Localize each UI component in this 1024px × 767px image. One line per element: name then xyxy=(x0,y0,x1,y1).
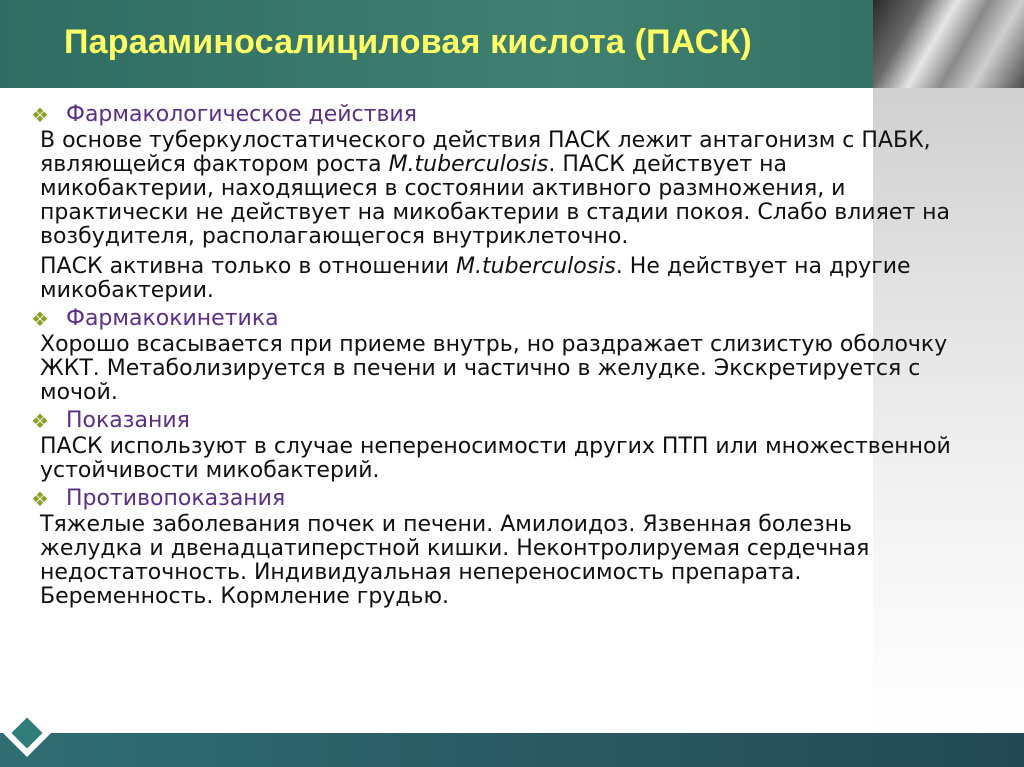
metallic-decoration xyxy=(873,0,1024,88)
slide-title: Парааминосалициловая кислота (ПАСК) xyxy=(64,23,752,61)
heading-text: Показания xyxy=(66,408,190,433)
paragraph xyxy=(40,255,960,303)
paragraph-text: . Не действует на другие микобактерии. xyxy=(40,254,911,303)
paragraph-text: В основе туберкулостатического действия ПАСК лежит антагонизм с ПАБК, являющейся фактором роста xyxy=(40,128,931,177)
section-heading xyxy=(30,103,960,127)
paragraph: ПАСК используют в случае непереносимости других ПТП или множественной устойчивости микобактерий. xyxy=(40,434,951,483)
diamond-sparkle-icon: ❖ xyxy=(31,307,49,331)
heading-text: Противопоказания xyxy=(66,486,286,511)
heading-text: Фармакокинетика xyxy=(66,306,279,331)
diamond-sparkle-icon: ❖ xyxy=(31,103,49,127)
section-heading xyxy=(30,409,960,433)
diamond-sparkle-icon: ❖ xyxy=(31,487,49,511)
species-name: M.tuberculosis xyxy=(456,254,616,279)
heading-text: Фармакологическое действия xyxy=(66,102,417,127)
section-pharmacology xyxy=(30,103,960,303)
paragraph: Тяжелые заболевания почек и печени. Амилоидоз. Язвенная болезнь желудка и двенадцатиперстной кишки. Неконтролируемая сердечная недостаточность. Индивидуальная непереносимость препарата. Беременность. Кормление грудью. xyxy=(40,512,870,609)
section-heading xyxy=(30,307,960,331)
paragraph: Хорошо всасывается при приеме внутрь, но раздражает слизистую оболочку ЖКТ. Метаболизируется в печени и частично в желудке. Экскретируется с мочой. xyxy=(40,332,948,405)
species-name: M.tuberculosis xyxy=(388,152,549,177)
footer-bar xyxy=(0,733,1024,767)
paragraph xyxy=(40,129,960,249)
paragraph-text: ПАСК активна только в отношении xyxy=(40,254,457,279)
slide-content xyxy=(30,103,960,613)
paragraph-text: . ПАСК действует на микобактерии, находящиеся в состоянии активного размножения, и практически не действует на микобактерии в стадии покоя. Слабо влияет на возбудителя, располагающегося внутриклеточно. xyxy=(40,152,951,249)
section-heading xyxy=(30,487,960,511)
diamond-sparkle-icon: ❖ xyxy=(31,409,49,433)
section-pharmacokinetics xyxy=(30,307,960,405)
section-contraindications xyxy=(30,487,960,609)
section-indications xyxy=(30,409,960,483)
